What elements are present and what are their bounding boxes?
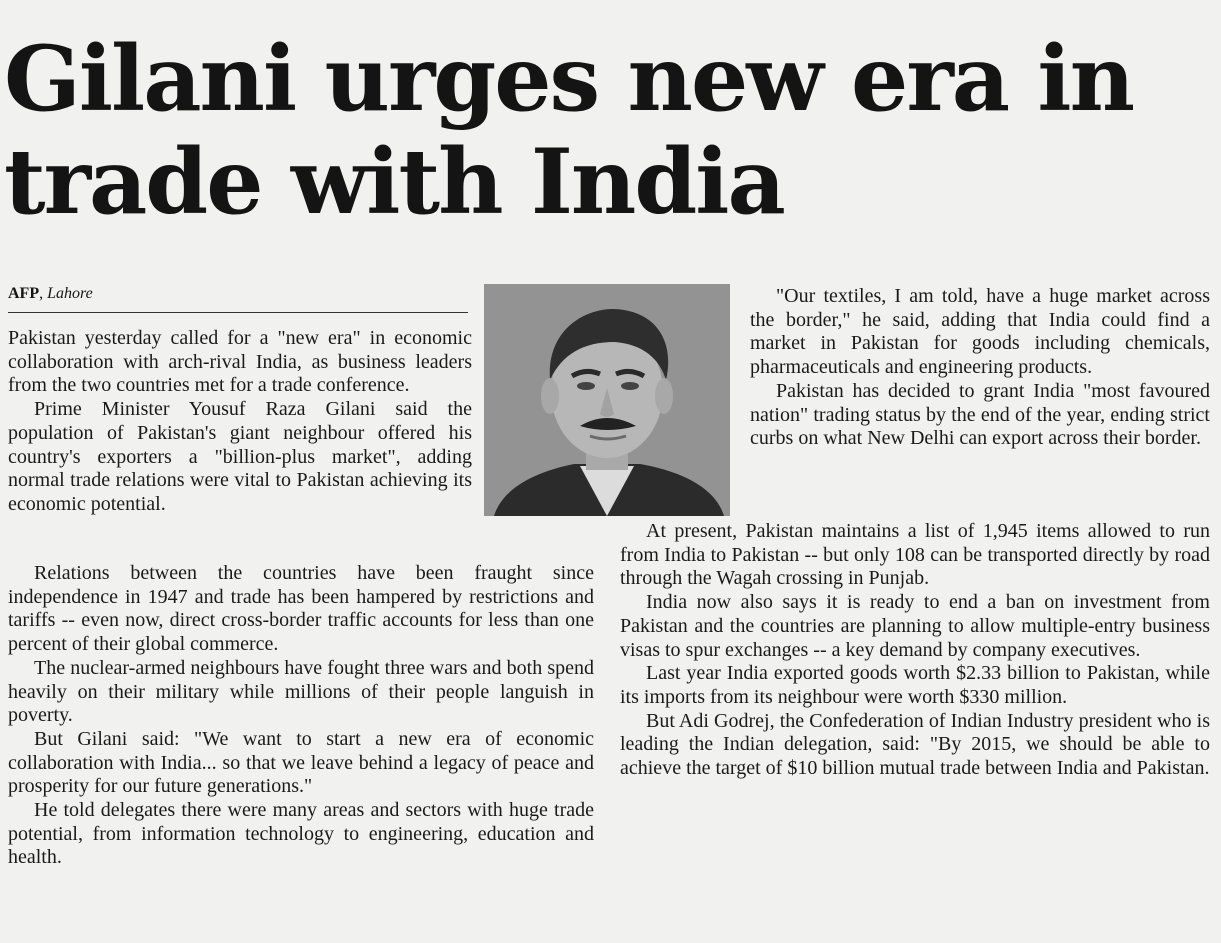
byline-city: Lahore <box>47 285 93 302</box>
portrait-photo <box>484 284 730 516</box>
article-paragraph: Last year India exported goods worth $2.33 billion to Pakistan, while its imports from its neighbour were worth $330 million. <box>620 662 1210 708</box>
article-paragraph: Pakistan yesterday called for a "new era" in economic collaboration with arch-rival India, as business leaders from the two countries met for a trade conference. <box>8 327 472 397</box>
article-paragraph: India now also says it is ready to end a ban on investment from Pakistan and the countries are planning to allow multiple-entry business visas to spur exchanges -- a key demand by company executives. <box>620 591 1210 661</box>
article-column-right-bottom <box>620 520 1210 781</box>
article-paragraph: "Our textiles, I am told, have a huge market across the border," he said, adding that India could find a market in Pakistan for goods including chemicals, pharmaceuticals and engineering products. <box>750 285 1210 379</box>
byline-rule <box>8 312 468 313</box>
portrait-icon <box>484 284 730 516</box>
byline-agency: AFP <box>8 285 40 302</box>
byline <box>8 284 468 304</box>
article-paragraph: The nuclear-armed neighbours have fought three wars and both spend heavily on their military while millions of their people languish in poverty. <box>8 656 594 727</box>
headline <box>4 28 1219 234</box>
article-paragraph: He told delegates there were many areas and sectors with huge trade potential, from information technology to engineering, education and health. <box>8 799 594 869</box>
article-paragraph: At present, Pakistan maintains a list of 1,945 items allowed to run from India to Pakistan -- but only 108 can be transported directly by road through the Wagah crossing in Punjab. <box>620 520 1210 590</box>
headline-line-2: trade with India <box>4 129 784 235</box>
article-paragraph: But Gilani said: "We want to start a new era of economic collaboration with India... so that we leave behind a legacy of peace and prosperity for our future generations." <box>8 727 594 798</box>
article-column-left-bottom <box>8 562 594 870</box>
article-paragraph: Pakistan has decided to grant India "most favoured nation" trading status by the end of the year, ending strict curbs on what New Delhi can export across their border. <box>750 379 1210 450</box>
byline-separator: , <box>39 285 48 302</box>
article-paragraph: Relations between the countries have been fraught since independence in 1947 and trade has been hampered by restrictions and tariffs -- even now, direct cross-border traffic accounts for less than one percent of their global commerce. <box>8 562 594 656</box>
article-paragraph: Prime Minister Yousuf Raza Gilani said the population of Pakistan's giant neighbour offered his country's exporters a "billion-plus market", adding normal trade relations were vital to Pakistan achieving its economic potential. <box>8 398 472 515</box>
article-column-right-top <box>750 285 1210 451</box>
article-column-left-top <box>8 327 472 517</box>
headline-line-1: Gilani urges new era in <box>4 26 1134 132</box>
article-paragraph: But Adi Godrej, the Confederation of Indian Industry president who is leading the Indian delegation, said: "By 2015, we should be able to achieve the target of $10 billion mutual trade between India and Pakistan. <box>620 709 1210 780</box>
